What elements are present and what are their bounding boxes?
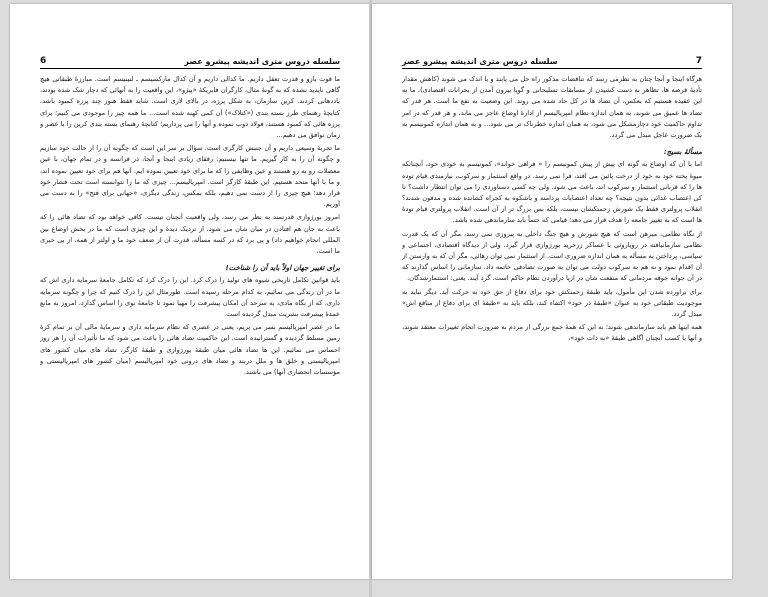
paragraph: ما در عصر امپریالیسم بسر می بریم، یعنی در عصری که نظام سرمایه داری و سرمایۀ مالی آن بر تمام کرۀ زمین مسلط گردیده و گسترانیده است. این حاکمیت تضاد هائی را باعث می شود که ما تأثیرات آن را هر روز احساس می نمائیم. این ها تضاد هائی میان طبقۀ بورژوازی و طبقۀ کارگر، تضاد های میان کشور های امپریالیستی و خلق ها و ملل دربند و تضاد های درونی خود امپریالیسم (میان کشور های امپریالیستی و مؤسسات انحصاری آنها) می باشند. (40, 323, 340, 377)
paragraph: امروز بورژوازی قدرتمند به نظر می رسد، ولی واقعیت آنچنان نیست. کافی خواهد بود که تضاد هائی را که باعث به جان هم افتادن در میان شان می شود، از نزدیک دیدۀ و این چیزی است که ما در بخش اوضاع بین المللی انجام خواهیم داد) و پی برد که در کسه مسأله، قدرت آن از ضعف خود ما و اولتر از همه، از بی خبری ما است. (40, 213, 340, 256)
paragraph: از نگاه نظامی، مبرهن است که هیچ شورش و هیچ جنگ داخلی به پیروزی نمی رسد، مگر آن که یک قدرت نظامی سازمانیافته در رویاروئی با عساکر زرخرید بورژوازی قرار گیرد. ولی از دیدگاه اقتصادی، اجتماعی و سیاسی، پرداختن به مسأله به همان اندازه ضروری است. از استثمار نمی توان رهائی، مگر آن که به وارستن از آن اقدام نمود و نه هم به سرکوب دولت می توان به صورت تصادفی خاتمه داد. سازمانی را اساس گذارند که در آن جوانه جوقه مردمانی که منفعت شان در ازپا درآوردن نظام حاکم است، گرد آیند. یعنی: استثمارشدگان. (402, 229, 702, 283)
page-left (10, 4, 370, 579)
running-title: سلسله دروس متری اندیشه پیشرو عصر (402, 57, 558, 66)
page-header (402, 52, 702, 69)
page-number: 6 (40, 56, 47, 66)
page-header (40, 52, 340, 69)
paragraph: برای براورده شدن این مأمول، باید طبقۀ زحمتکش خود برای دفاع از حق خود به حرکت آید. دیگر نباید به موجودیت طبقاتی خود به عنوان «طبقۀ در خود» اکتفاء کند، بلکه باید به «طبقۀ ای برای دفاع از منافع اش» مبدل گردد. (402, 287, 702, 319)
paragraph: باید قوانین تکامل تاریخی شیوه های تولید را درک کرد. این را درک کرد که تکامل جامعۀ سرمایه داری اش که ما در آن زندگی می نمائیم، به کدام مرحله رسیده است. طورمثال این را درک کنیم که چرا و چگونه سرمایه داری، که از نگاه مادی، به سرحد آن امکان پیشرفت را مهیا نمود تا جامعۀ نوی را اساس گذارد، امروز به مانع عمدۀ پیشرفت بشریت مبدل گردیده است. (40, 276, 340, 319)
section-heading: برای تغییر جهان اولاً باید آن را شناخت! (225, 264, 340, 273)
paragraph: همه اینها هم باید سازماندهی شوند؛ نه این که همۀ جمع بزرگی از مردم به ضرورت انجام تغییرات معتقد شوند، و آنها با کسب آنچنان آگاهی طبقۀ «به ذات خود»، (402, 323, 702, 343)
page-body (402, 74, 702, 559)
page-number: 7 (695, 56, 702, 66)
page-right (372, 4, 732, 579)
page-body (40, 74, 340, 559)
running-title: سلسله دروس متری اندیشه پیشرو عصر (184, 57, 340, 66)
paragraph: ما تجربۀ وسیعی داریم و آن جنبش کارگری است. سؤال بر سر این است که چگونه آن را از حالت خود سازیم و چگونه آن را به کار گیریم. ما تنها نیستیم: رفقای زیادی اینجا و آنجا، در فرانسه و در تمام جهان، با عین معضلات رو به رو هستند و عین وظایفی را که ما برای خود تعیین نموده ایم. آنها هم برای خود تعیین نموده اند، و ما با آنها متحد هستیم. این طبقۀ کارگر است. امپریالیسم... چیزی که ما را نتوانسته است تحت فشار خود قرار دهد؛ هیچ چیزی را از دست نمی دهیم، بلکه بمکس، زندگی دیگری، «جهانی برای فتح» را به دست می آوریم. (40, 144, 340, 209)
paragraph: هرگاه اینجا و آنجا چنان به نظرمی رسد که تناقضات مذکور راه حل می یابند و یا اندک می شوند (کاهش مقدار تأدیۀ قرضه ها، تظاهر به دست کشیدن از مسابقات تسلیحاتی و گویا بیرون آمدن از بحرانات اقتصادی)، ما به این عقیده هستیم که بعکس، آن تضاد ها در کل حاد شده می روند. این وضعیت به نفع ما است. هر قدر که تضاد ها عمیق می شوند، به همان اندازه نظام امپریالیسم از ادارۀ اوضاع عاجز می ماند، و هر قدر که در امر تداوم حاکمیت خود دچارمشکل می شود، به همان اندازه خطرناک تر می شود... و به همان اندازه کمونیسم به یک ضرورت عاجل مبدل می گردد. (402, 75, 702, 140)
section-heading: مسألۀ بسیج: (663, 148, 702, 157)
paragraph: ما قوت بازو و قدرت تعقل داریم. ما کدالی داریم و آن کدال مارکسیسم ـ لنینیسم است. مبارزۀ طبقاتی هیچ گاهی ناپدید نشده که به گونۀ مثال، کارگران فابریکۀ «پیژو»، این واقعیت را به آنهائی که دچار شک شده بودند، یاددهانی کردند. کرین سازمان، به شکل پرزه، در بالای لاری است. شاید فقط هنوز چند پرزه کمبود باشد. کتابچۀ رهنمای طرز بسته بندی («کتلاک») آن کمی کهنه شده است... ما همه چیز را موجودی می کنیم؛ برای پرزه هائی که کمبود هستند، فولاد ذوب نموده و آنها را می پرداریم؛ کتابچۀ رهنمای بسته بندی کرین را با عصر و زمان توافق می دهیم... (40, 75, 340, 140)
paragraph: اما با آن که اوضاع به گونه ای پیش از پیش کمونیسم را « فراهی خواند»، کمونیسم به خودی خود، آنچنانکه میوۀ پخته خود به خود از درخت پائین می افتد، فرا نمی رسد. در واقع استثمار و سرکوب، نیازمندی قیام توده ها را که قربانی استثمار و سرکوب اند، باعث می شود. ولی چه کسی دستاوردی را می توان انتظار داشت؟ تا کی اعتصاب غذائی بدون نتیجه؟ چه تعداد اعتصابات پردامنه و باشکوه به کجراه کشانده شده و مدفون شدند؟ انقلاب پرولتری فقط یک شورش زحمتکشان نیست، بلکه بس بزرگ تر از آن است. انقلاب پرولتری قیام تودۀ ها است که به تغییر جامعه را هدف قرار می دهد؛ قیامی که حتماً باید سازماندهی شده باشد. (402, 160, 702, 225)
